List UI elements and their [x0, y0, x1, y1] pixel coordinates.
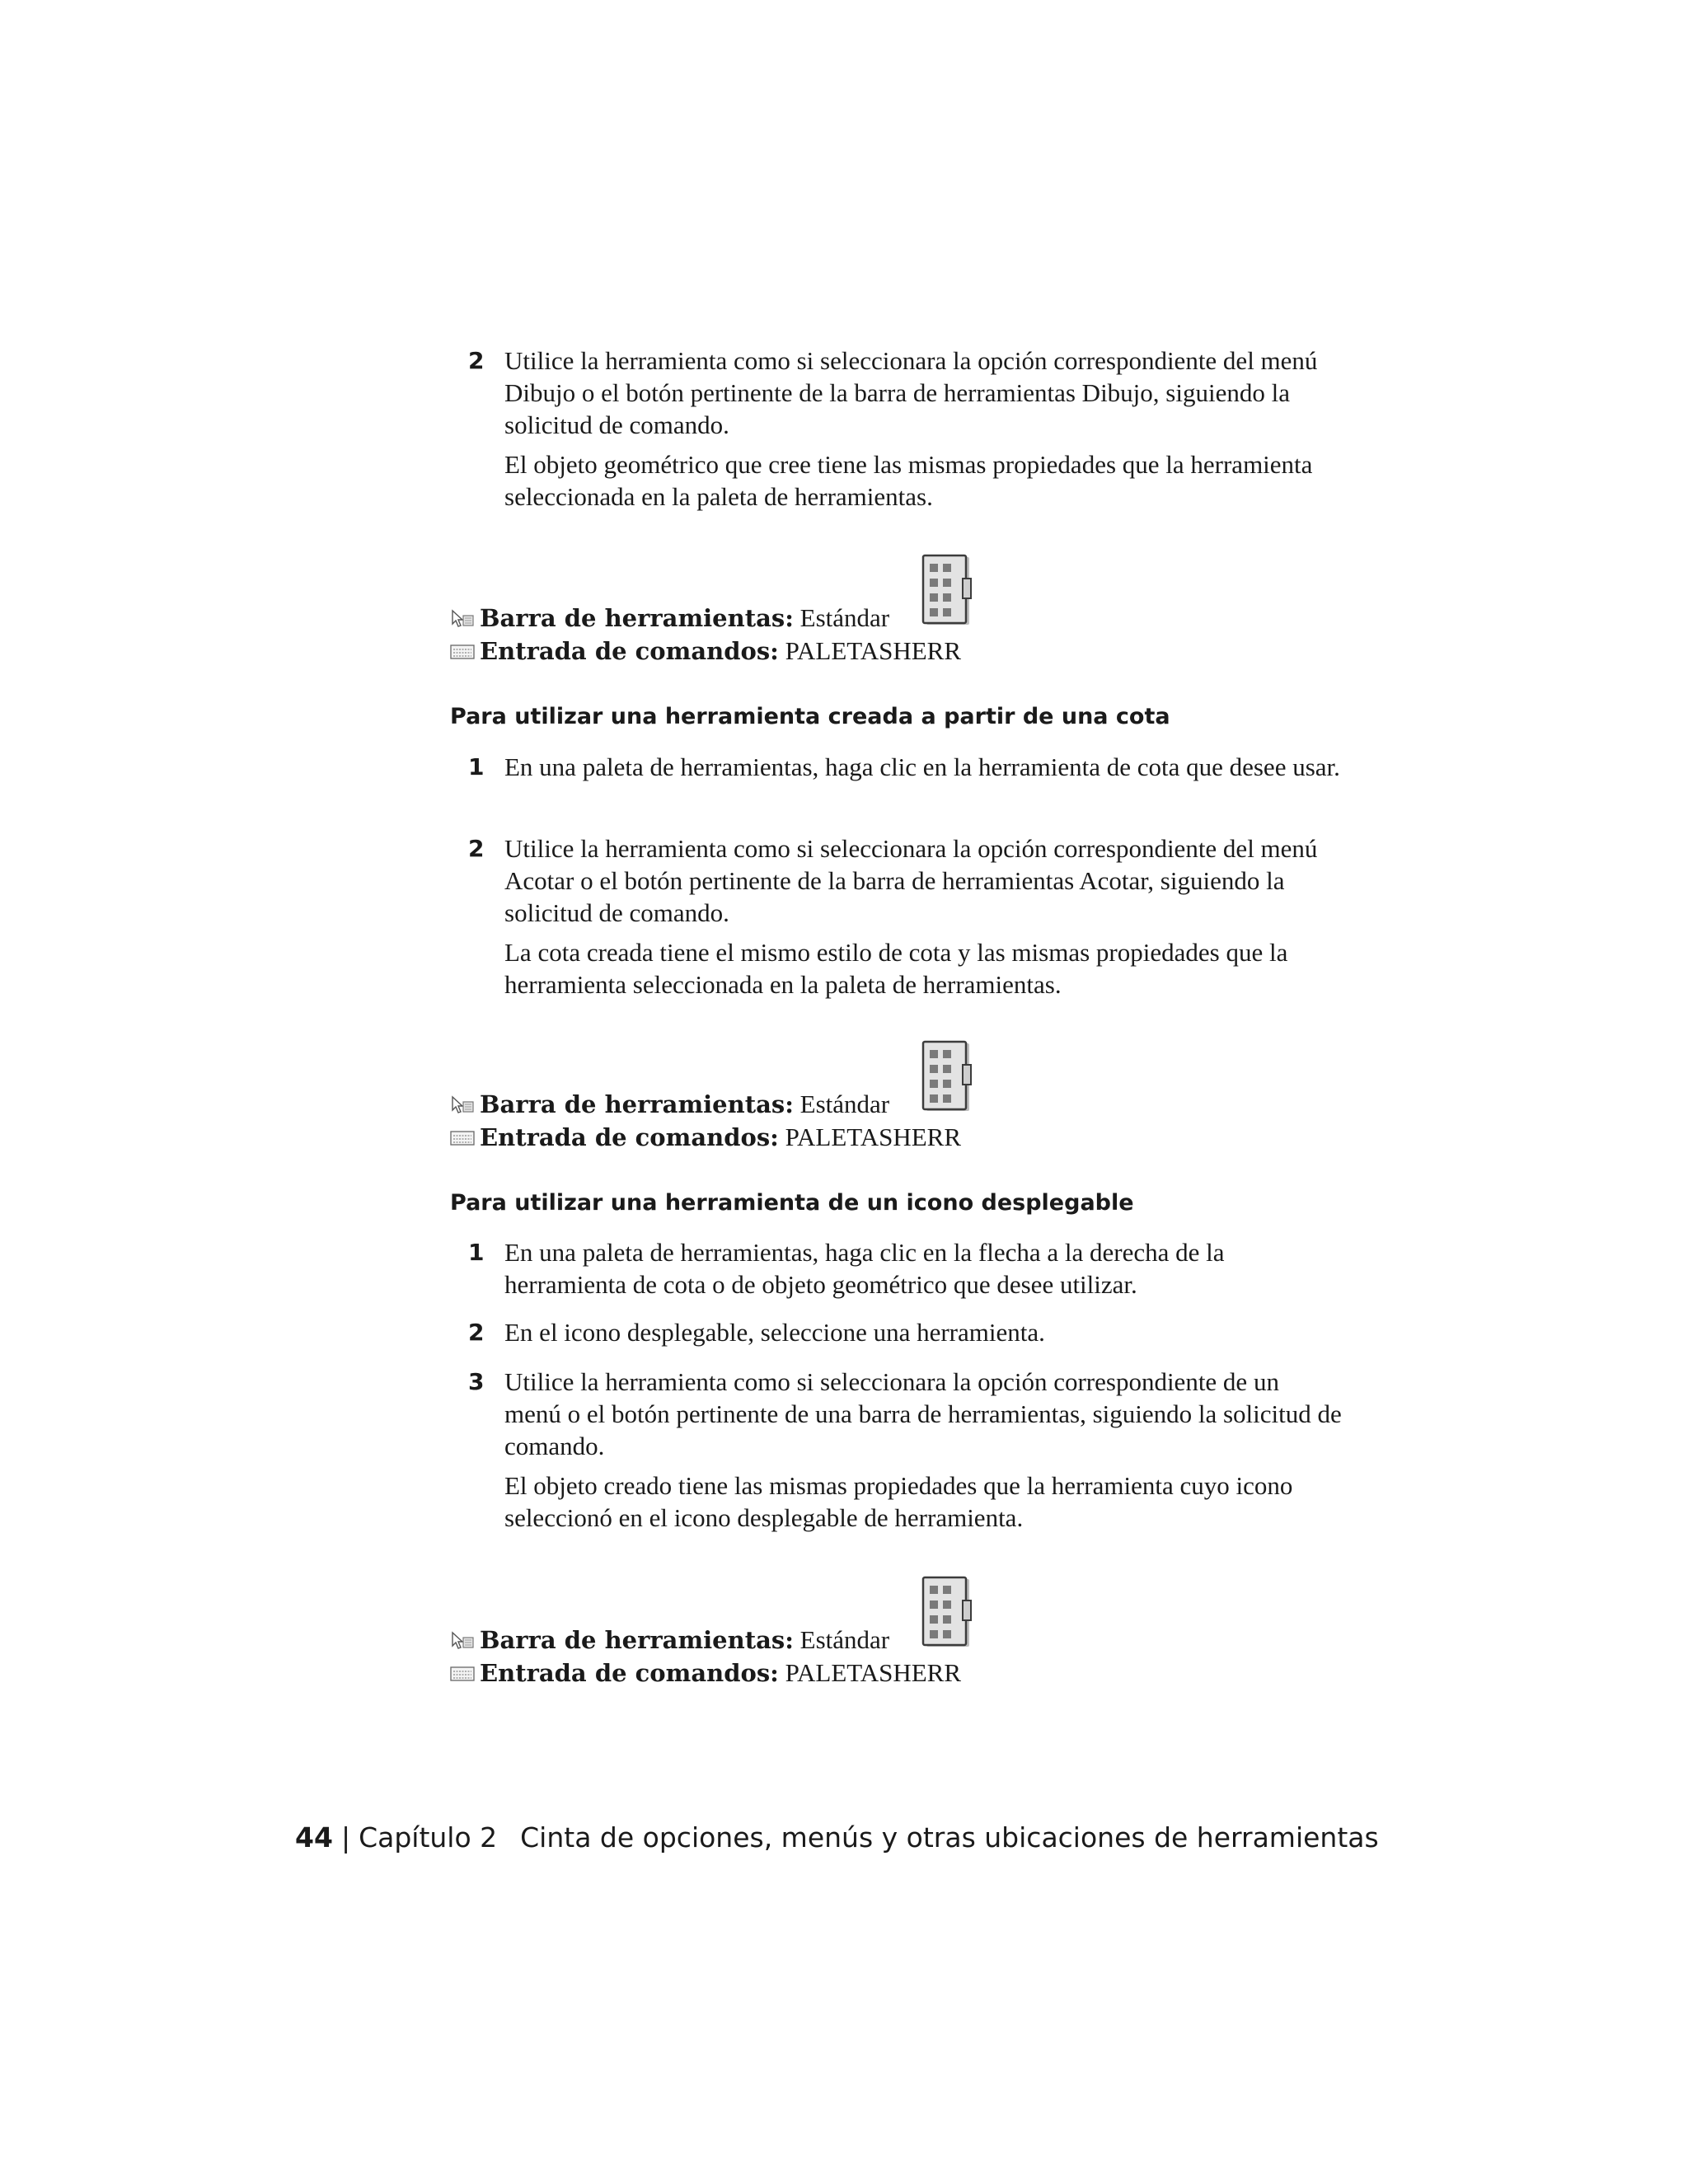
- procedure-heading: Para utilizar una herramienta creada a partir de una cota: [450, 704, 1170, 729]
- page-footer: [295, 1820, 1379, 1856]
- access-methods: [450, 1576, 1027, 1691]
- keyboard-icon: [450, 637, 475, 657]
- step-text: Utilice la herramienta como si seleccionara la opción correspondiente del menú Acotar o el botón pertinente de la barra de herramientas Acotar, siguiendo la solicitud de comando.: [504, 834, 1318, 927]
- step-number: 3: [468, 1368, 485, 1395]
- step-note: La cota creada tiene el mismo estilo de cota y las mismas propiedades que la herramienta seleccionada en la paleta de herramientas.: [504, 938, 1288, 999]
- keyboard-icon: [450, 1659, 475, 1679]
- toolbar-pointer-icon: [450, 1090, 475, 1110]
- chapter-label: Capítulo 2: [359, 1821, 498, 1854]
- footer-separator: |: [340, 1821, 351, 1854]
- command-access-row: [450, 635, 961, 668]
- step-text: En el icono desplegable, seleccione una herramienta.: [504, 1318, 1045, 1347]
- step-item: [468, 832, 1342, 1001]
- chapter-title: Cinta de opciones, menús y otras ubicaciones de herramientas: [520, 1821, 1379, 1854]
- tool-palettes-icon: [920, 1040, 974, 1114]
- access-methods: [450, 1040, 1027, 1155]
- toolbar-label: Barra de herramientas:: [480, 1626, 794, 1654]
- step-item: [468, 1316, 1342, 1348]
- tool-palettes-icon: [920, 1576, 974, 1650]
- step-text: Utilice la herramienta como si seleccionara la opción correspondiente del menú Dibujo o el botón pertinente de la barra de herramientas Dibujo, siguiendo la solicitud de comando.: [504, 346, 1318, 439]
- toolbar-label: Barra de herramientas:: [480, 1090, 794, 1118]
- tool-palettes-icon: [920, 554, 974, 628]
- command-access-row: [450, 1121, 961, 1154]
- access-methods: [450, 554, 1027, 669]
- page-number: 44: [295, 1821, 333, 1854]
- step-note: El objeto geométrico que cree tiene las mismas propiedades que la herramienta seleccionada en la paleta de herramientas.: [504, 450, 1313, 511]
- toolbar-access-row: [450, 1088, 889, 1121]
- step-note: El objeto creado tiene las mismas propiedades que la herramienta cuyo icono seleccionó en el icono desplegable de herramienta.: [504, 1471, 1293, 1532]
- step-number: 2: [468, 347, 485, 374]
- step-item: [468, 1236, 1342, 1301]
- step-text: Utilice la herramienta como si seleccionara la opción correspondiente de un menú o el botón pertinente de una barra de herramientas, siguiendo la solicitud de comando.: [504, 1367, 1342, 1460]
- step-number: 2: [468, 1319, 485, 1346]
- keyboard-icon: [450, 1123, 475, 1143]
- command-label: Entrada de comandos:: [480, 1659, 779, 1687]
- command-access-row: [450, 1657, 961, 1690]
- command-label: Entrada de comandos:: [480, 637, 779, 665]
- toolbar-access-row: [450, 1624, 889, 1657]
- step-text: En una paleta de herramientas, haga clic en la herramienta de cota que desee usar.: [504, 752, 1340, 781]
- command-value: PALETASHERR: [785, 1658, 962, 1687]
- step-number: 1: [468, 1239, 485, 1266]
- command-value: PALETASHERR: [785, 1122, 962, 1151]
- step-text: En una paleta de herramientas, haga clic en la flecha a la derecha de la herramienta de cota o de objeto geométrico que desee utilizar.: [504, 1238, 1225, 1299]
- toolbar-pointer-icon: [450, 604, 475, 624]
- step-item: [468, 751, 1342, 783]
- step-number: 2: [468, 835, 485, 862]
- step-number: 1: [468, 753, 485, 780]
- toolbar-pointer-icon: [450, 1626, 475, 1646]
- command-value: PALETASHERR: [785, 636, 962, 665]
- toolbar-label: Barra de herramientas:: [480, 604, 794, 632]
- toolbar-value: Estándar: [799, 603, 890, 632]
- step-item: [468, 1366, 1342, 1534]
- step-item: [468, 344, 1342, 513]
- command-label: Entrada de comandos:: [480, 1123, 779, 1151]
- toolbar-value: Estándar: [799, 1625, 890, 1654]
- toolbar-value: Estándar: [799, 1090, 890, 1118]
- procedure-heading: Para utilizar una herramienta de un icono desplegable: [450, 1190, 1134, 1216]
- toolbar-access-row: [450, 602, 889, 635]
